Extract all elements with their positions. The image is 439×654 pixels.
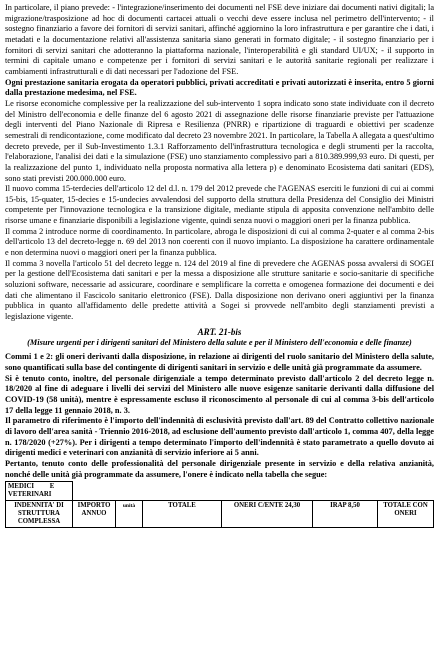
paragraph-commi-1-2: Commi 1 e 2: gli oneri derivanti dalla disposizione, in relazione ai dirigenti del ruolo sanitario del Ministero della salute, sono quantificati sulla base del contingente di dirigenti sanitari in servizio e delle unità già programmate da assumere.: [5, 352, 434, 372]
header-indennita: INDENNITA' DI STRUTTURA COMPLESSA: [6, 501, 73, 528]
oneri-table: [5, 481, 434, 528]
paragraph-comma-15-terdecies: Il nuovo comma 15-terdecies dell'articolo 12 del d.l. n. 179 del 2012 prevede che l'AGENAS eserciti le funzioni di cui ai commi 15-bis, 15-quater, 15-decies e 15-undecies avvalendosi del supporto della struttura della Presidenza del Consiglio dei Ministri competente per l'innovazione tecnologica e la transizione digitale, mediante stipula di apposita convenzione nell'ambito delle risorse umane e finanziarie disponibili a legislazione vigente, quindi senza nuovi o maggiori oneri per la finanza pubblica.: [5, 184, 434, 226]
article-title: ART. 21-bis: [197, 326, 242, 337]
header-unita: unità: [116, 501, 143, 528]
table-top-row: [6, 482, 434, 501]
table-header-row: [6, 501, 434, 528]
header-importo-annuo: IMPORTO ANNUO: [73, 501, 116, 528]
header-totale-con-oneri: TOTALE CON ONERI: [378, 501, 434, 528]
paragraph-resources: Le risorse economiche complessive per la realizzazione del sub-intervento 1 sopra indicato sono state individuate con il decreto del Ministro dell'economia e delle finanze del 6 agosto 2021 di assegnazione delle risorse finanziarie previste per l'attuazione degli interventi del Piano Nazionale di Ripresa e Resilienza (PNRR) e ripartizione di traguardi e obiettivi per scadenze semestrali di rendicontazione, come modificato dal decreto 23 novembre 2021. In particolare, la Tabella A allegata a quest'ultimo decreto prevede, per il Sub-Investimento 1.3.1 Rafforzamento dell'infrastruttura tecnologica e degli strumenti per la raccolta, l'elaborazione, l'analisi dei dati e la simulazione (FSE) uno stanziamento complessivo pari a 810.389.999,93 euro. Di questi, per la realizzazione del punto 1, individuato nella proposta normativa alla lettera p) e denominato Ecosistema dati sanitari (EDS), sono stati previsti 200.000.000 euro.: [5, 98, 434, 183]
paragraph-parametro: Il parametro di riferimento è l'importo dell'indennità di esclusività previsto dall'art. 89 del Contratto collettivo nazionale di lavoro dell'area sanità - Triennio 2016-2018, ad esclusione dell'aumento previsto dall'articolo 1, comma 407, della legge n. 178/2020 (+27%). Per i dirigenti a tempo determinato l'importo dell'indennità è stato parametrato a quello dovuto ai dirigenti medici e veterinari con anzianità di servizio inferiore ai 5 anni.: [5, 416, 434, 458]
label-medici: MEDICI: [8, 483, 35, 491]
paragraph-tempo-determinato: Si è tenuto conto, inoltre, del personale dirigenziale a tempo determinato previsto dall'articolo 2 del decreto legge n. 18/2020 al fine di adeguare i livelli dei servizi del Ministero alle nuove esigenze sanitarie derivanti dalla diffusione del COVID-19 (58 unità), mentre è espressamente escluso il riconoscimento al personale di cui al comma 3-bis dell'articolo 17 della legge 11 gennaio 2018, n. 3.: [5, 373, 434, 415]
table-top-blank: [73, 482, 434, 501]
paragraph-plan: In particolare, il piano prevede: - l'integrazione/inserimento dei documenti nel FSE deve iniziare dai documenti nativi digitali; la migrazione/trasposizione ad hoc di documenti cartacei attuali o vecchi deve essere inclusa nel perimetro dell'intervento; - il sostegno finanziario a favore dei fornitori di servizi sanitari, affinché aggiornino la loro infrastruttura e per garantire che i dati, i metadati e la documentazione relativi all'assistenza sanitaria siano generati in formato digitale; - il sostegno finanziario per i fornitori di servizi sanitari che adotteranno la piattaforma nazionale, l'interoperabilità e gli standard UI/UX; - il supporto in termini di capitale umano e competenze per i fornitori di servizi sanitari e le autorità sanitarie regionali per realizzare i cambiamenti infrastrutturali e di dati necessari per l'adozione del FSE.: [5, 3, 434, 76]
paragraph-pertanto: Pertanto, tenuto conto delle professionalità del personale dirigenziale presente in servizio e della relativa anzianità, nonché delle unità già programmate da assumere, l'onere è indicato nella tabella che segue:: [5, 458, 434, 479]
paragraph-comma-2: Il comma 2 introduce norme di coordinamento. In particolare, abroga le disposizioni di cui al comma 2-quater e al comma 2-bis dell'articolo 13 del decreto-legge n. 69 del 2013 non coerenti con il nuovo impianto. La disposizione ha carattere ordinamentale e non determina nuovi o maggiori oneri per la finanza pubblica.: [5, 226, 434, 258]
header-oneri-ente: ONERI C/ENTE 24,30: [222, 501, 313, 528]
document-page: [5, 3, 434, 528]
table-top-cell: [6, 482, 73, 501]
header-irap: IRAP 8,50: [313, 501, 378, 528]
paragraph-bold-fse: Ogni prestazione sanitaria erogata da operatori pubblici, privati accreditati e privati autorizzati è inserita, entro 5 giorni dalla prestazione medesima, nel FSE.: [5, 77, 434, 98]
header-totale: TOTALE: [143, 501, 222, 528]
label-e: E: [49, 483, 55, 491]
article-subtitle: (Misure urgenti per i dirigenti sanitari del Ministero della salute e per il Ministero dell'economia e delle finanze): [27, 337, 412, 347]
label-veterinari: VETERINARI: [8, 491, 52, 499]
paragraph-comma-3: Il comma 3 novella l'articolo 51 del decreto legge n. 124 del 2019 al fine di prevedere che AGENAS possa avvalersi di SOGEI per la gestione dell'Ecosistema dati sanitari e per la messa a disposizione alle strutture sanitarie e socio-sanitarie di specifiche soluzioni software, necessarie ad assicurare, coordinare e semplificare la corretta e omogenea formazione dei documenti e dei dati che alimentano il Fascicolo sanitario elettronico (FSE). Dalla disposizione non derivano oneri aggiuntivi per la finanza pubblica in quanto all'affidamento delle predette attività a Sogei si provvede nell'ambito degli stanziamenti previsti a legislazione vigente.: [5, 258, 434, 322]
